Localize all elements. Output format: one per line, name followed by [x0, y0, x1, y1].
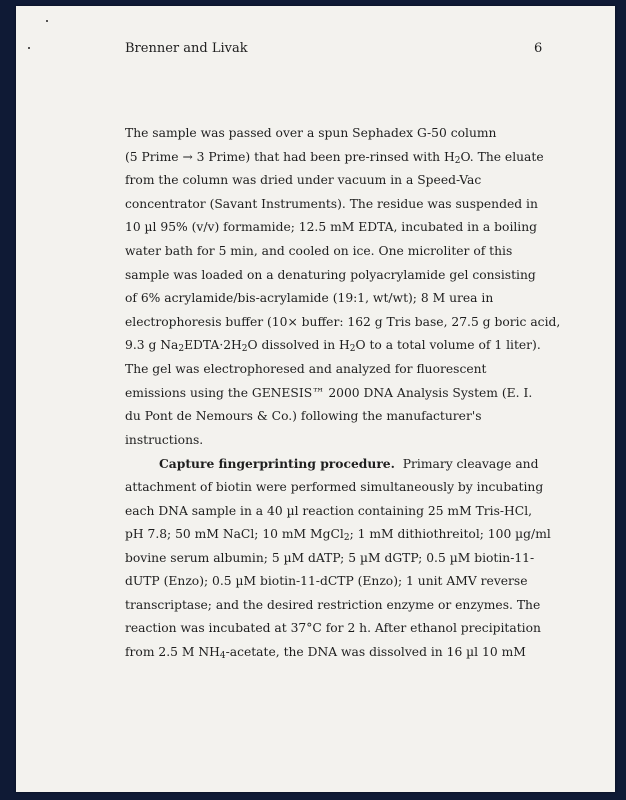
text-line: water bath for 5 min, and cooled on ice. One microliter of this: [125, 243, 513, 258]
page-number: 6: [534, 41, 543, 56]
body-text: [125, 122, 561, 665]
text-line: 10 µl 95% (v/v) formamide; 12.5 mM EDTA, incubated in a boiling: [125, 220, 538, 235]
text-line: instructions.: [125, 432, 204, 447]
text-line: electrophoresis buffer (10× buffer: 162 g Tris base, 27.5 g boric acid,: [125, 314, 561, 329]
text-line: pH 7.8; 50 mM NaCl; 10 mM MgCl$_2$; 1 mM dithiothreitol; 100 µg/ml: [125, 527, 551, 544]
text-line: reaction was incubated at 37°C for 2 h. After ethanol precipitation: [125, 621, 541, 636]
text-line: attachment of biotin were performed simultaneously by incubating: [125, 479, 544, 494]
text-line: from the column was dried under vacuum in a Speed-Vac: [125, 173, 482, 188]
text-line: sample was loaded on a denaturing polyacrylamide gel consisting: [125, 267, 536, 282]
scan-speck: [46, 20, 48, 22]
section-heading: Capture fingerprinting procedure.: [159, 456, 395, 472]
scan-speck: [28, 47, 30, 49]
text-line: The gel was electrophoresed and analyzed for fluorescent: [125, 361, 487, 376]
text-line: dUTP (Enzo); 0.5 µM biotin-11-dCTP (Enzo); 1 unit AMV reverse: [125, 574, 528, 589]
section-heading-line: Capture fingerprinting procedure. Primary cleavage and: [159, 456, 539, 472]
text-line: The sample was passed over a spun Sephadex G-50 column: [125, 126, 497, 140]
text-line: transcriptase; and the desired restriction enzyme or enzymes. The: [125, 597, 541, 612]
text-line: bovine serum albumin; 5 µM dATP; 5 µM dGTP; 0.5 µM biotin-11-: [125, 550, 535, 565]
document-page: [16, 6, 615, 792]
text-line: emissions using the GENESIS™ 2000 DNA Analysis System (E. I.: [125, 385, 533, 400]
text-line: (5 Prime → 3 Prime) that had been pre-rinsed with $H_2O$. The eluate: [125, 149, 544, 166]
text-line: du Pont de Nemours & Co.) following the manufacturer's: [125, 409, 482, 424]
text-line: of 6% acrylamide/bis-acrylamide (19:1, wt/wt); 8 M urea in: [125, 291, 494, 306]
text-line: concentrator (Savant Instruments). The residue was suspended in: [125, 196, 538, 211]
running-header-authors: Brenner and Livak: [125, 41, 248, 56]
text-line: from 2.5 M $NH_4$-acetate, the DNA was dissolved in 16 µl 10 mM: [125, 645, 526, 662]
text-line: 9.3 g $Na_2EDTA\cdot 2H_2O$ dissolved in $H_2O$ to a total volume of 1 liter).: [125, 338, 541, 355]
text-line: each DNA sample in a 40 µl reaction containing 25 mM Tris-HCl,: [125, 503, 533, 518]
